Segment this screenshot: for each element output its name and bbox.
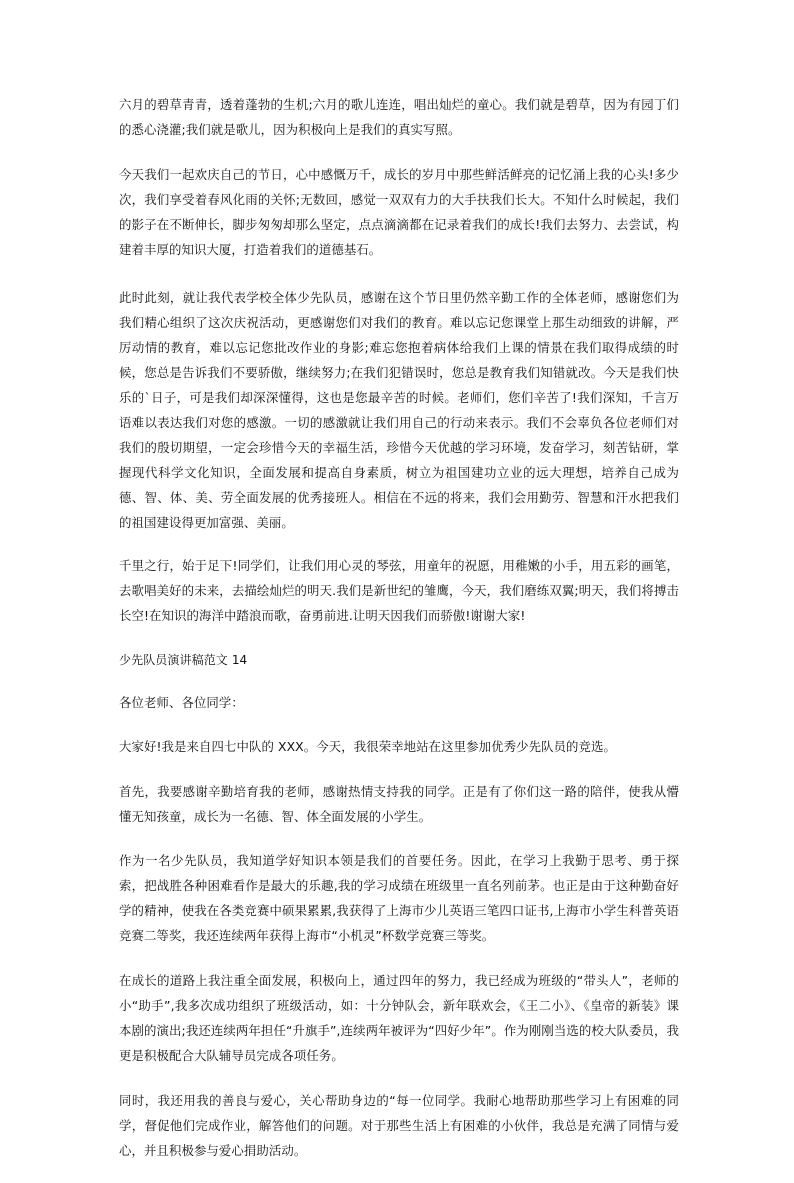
document-body [119,92,679,1183]
paragraph-greeting: 大家好!我是来自四七中队的 XXX。今天，我很荣幸地站在这里参加优秀少先队员的竞选。 [119,739,617,754]
paragraph-growth: 在成长的道路上我注重全面发展，积极向上，通过四年的努力，我已经成为班级的“带头人”，老师的小“助手”,我多次成功组织了班级活动，如：十分钟队会，新年联欢会，《王二小》、《皇帝的新装》课本剧的演出;我还连续两年担任“升旗手”,连续两年被评为“四好少年”。作为刚刚当选的校大队委员，我更是积极配合大队辅导员完成各项任务。 [119,973,679,1063]
paragraph-3: 此时此刻，就让我代表学校全体少先队员，感谢在这个节日里仍然辛勤工作的全体老师，感谢您们为我们精心组织了这次庆祝活动，更感谢您们对我们的教育。难以忘记您课堂上那生动细致的讲解，严厉动情的教育，难以忘记您批改作业的身影;难忘您抱着病体给我们上课的情景在我们取得成绩的时候，您总是告诉我们不要骄傲，继续努力;在我们犯错误时，您总是教育我们知错就改。今天是我们快乐的`日子，可是我们却深深懂得，这也是您最辛苦的时候。老师们，您们辛苦了!我们深知，千言万语难以表达我们对您的感激。一切的感激就让我们用自己的行动来表示。我们不会辜负各位老师们对我们的殷切期望，一定会珍惜今天的幸福生活，珍惜今天优越的学习环境，发奋学习，刻苦钻研，掌握现代科学文化知识，全面发展和提高自身素质，树立为祖国建功立业的远大理想，培养自己成为德、智、体、美、劳全面发展的优秀接班人。相信在不远的将来，我们会用勤劳、智慧和汗水把我们的祖国建设得更加富强、美丽。 [119,290,679,530]
section-heading: 少先队员演讲稿范文 14 [119,653,248,667]
paragraph-4: 千里之行，始于足下!同学们，让我们用心灵的琴弦，用童年的祝愿，用稚嫩的小手，用五彩的画笔，去歌唱美好的未来，去描绘灿烂的明天.我们是新世纪的雏鹰，今天，我们磨练双翼;明天，我们将搏击长空!在知识的海洋中踏浪而歌，奋勇前进.让明天因我们而骄傲!谢谢大家! [119,558,679,623]
paragraph-1: 六月的碧草青青，透着蓬勃的生机;六月的歌儿连连，唱出灿烂的童心。我们就是碧草，因为有园丁们的悉心浇灌;我们就是歌儿，因为积极向上是我们的真实写照。 [119,97,679,137]
paragraph-thanks: 首先，我要感谢辛勤培育我的老师，感谢热情支持我的同学。正是有了你们这一路的陪伴，使我从懵懂无知孩童，成长为一名德、智、体全面发展的小学生。 [119,784,679,824]
salutation: 各位老师、各位同学： [119,695,244,710]
paragraph-kindness: 同时，我还用我的善良与爱心，关心帮助身边的“每一位同学。我耐心地帮助那些学习上有困难的同学，督促他们完成作业，解答他们的问题。对于那些生活上有困难的小伙伴，我总是充满了同情与爱心，并且积极参与爱心捐助活动。 [119,1093,679,1158]
paragraph-2: 今天我们一起欢庆自己的节日，心中感慨万千，成长的岁月中那些鲜活鲜亮的记忆涌上我的心头!多少次，我们享受着春风化雨的关怀;无数回，感觉一双双有力的大手扶我们长大。不知什么时候起，我们的影子在不断伸长，脚步匆匆却那么坚定，点点滴滴都在记录着我们的成长!我们去努力、去尝试，构建着丰厚的知识大厦，打造着我们的道德基石。 [119,167,679,257]
paragraph-study: 作为一名少先队员，我知道学好知识本领是我们的首要任务。因此，在学习上我勤于思考、勇于探索，把战胜各种困难看作是最大的乐趣,我的学习成绩在班级里一直名列前茅。也正是由于这种勤奋好学的精神，使我在各类竞赛中硕果累累,我获得了上海市少儿英语三笔四口证书,上海市小学生科普英语竞赛二等奖，我还连续两年获得上海市“小机灵”杯数学竞赛三等奖。 [119,853,679,943]
